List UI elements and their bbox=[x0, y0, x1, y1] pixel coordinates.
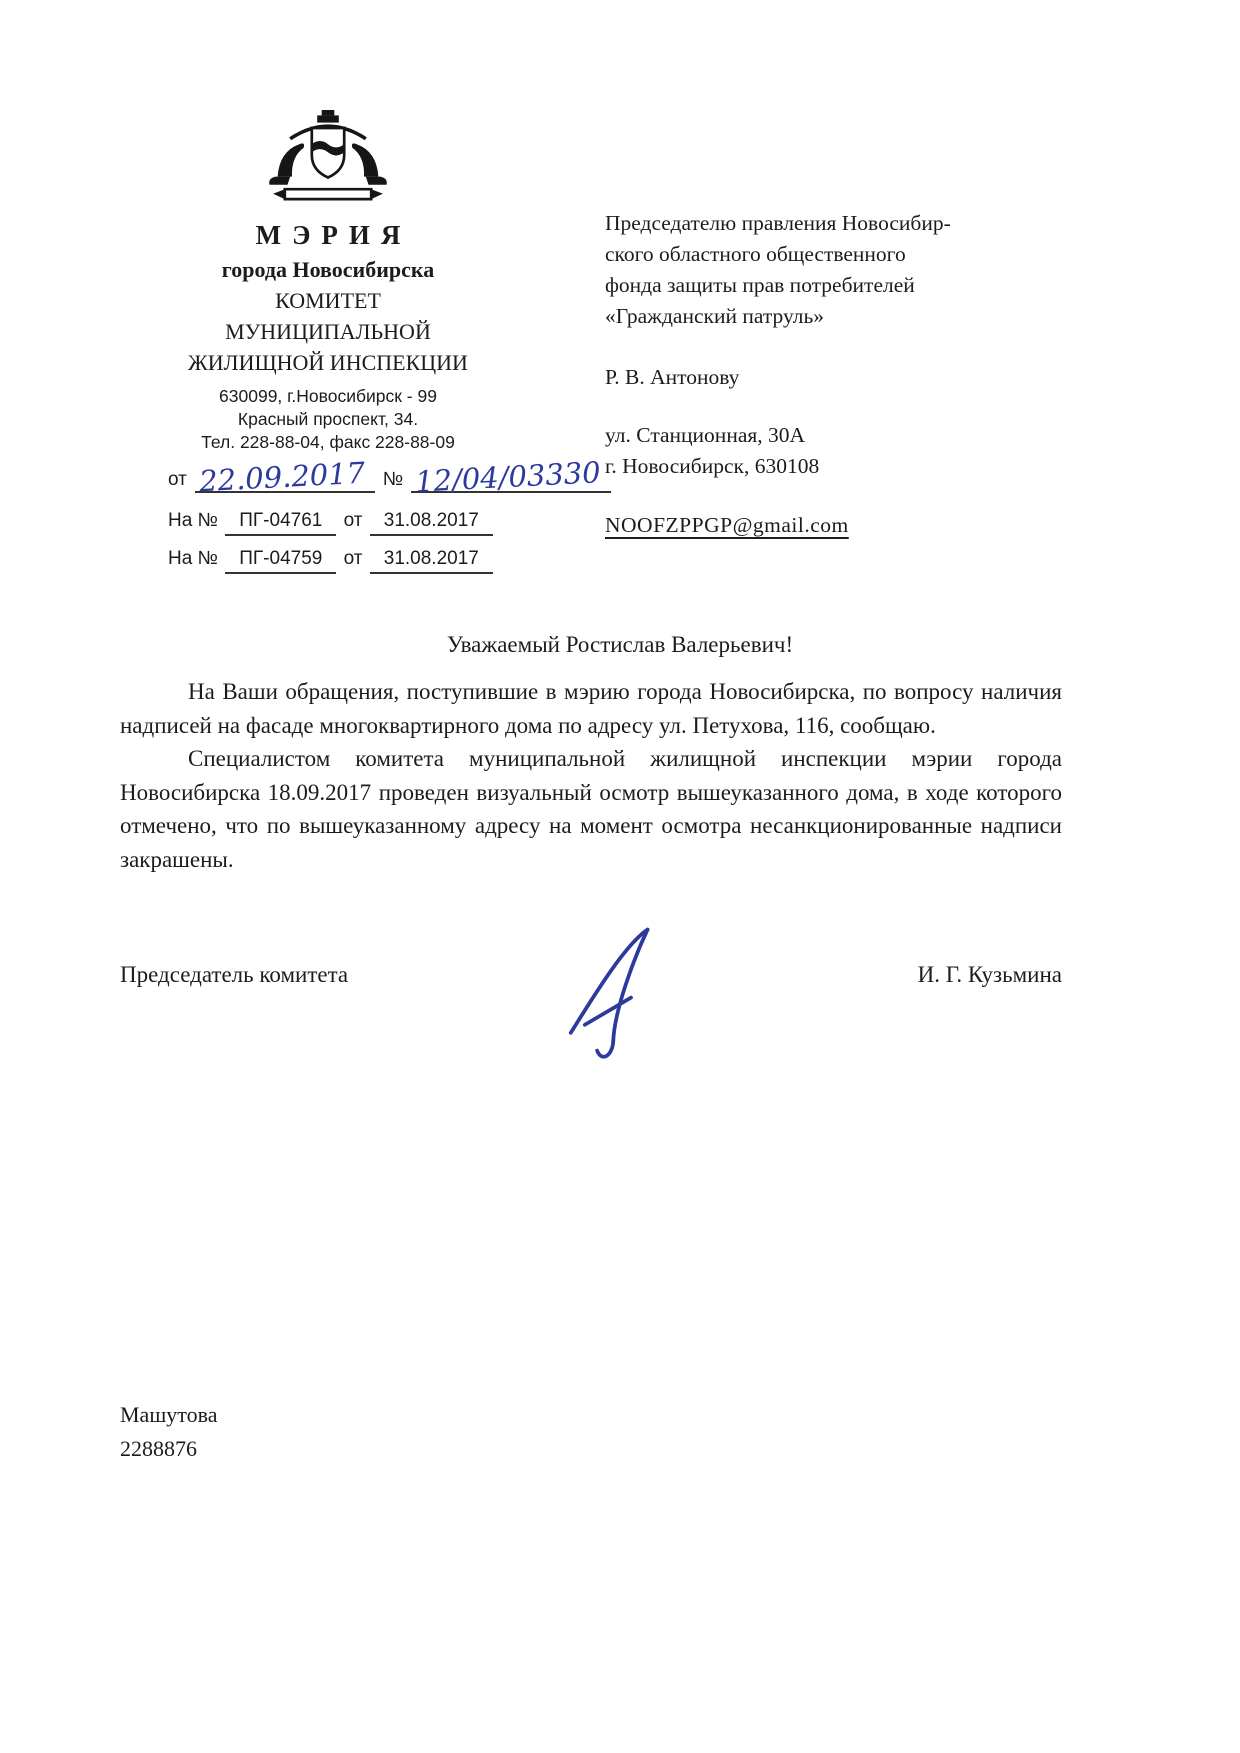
recipient-address-line1: ул. Станционная, 30А bbox=[605, 423, 806, 447]
org-address-line1: 630099, г.Новосибирск - 99 bbox=[219, 386, 437, 406]
letter-body bbox=[120, 675, 1062, 876]
ref1-number: ПГ-04761 bbox=[225, 510, 336, 536]
body-paragraph-2: Специалистом комитета муниципальной жилищной инспекции мэрии города Новосибирска 18.09.2017 проведен визуальный осмотр вышеуказанного дома, в ходе которого отмечено, что по вышеуказанному адресу на момент осмотра несанкционированные надписи закрашены. bbox=[120, 746, 1062, 872]
org-address-line3: Тел. 228-88-04, факс 228-88-09 bbox=[201, 432, 455, 452]
salutation: Уважаемый Ростислав Валерьевич! bbox=[446, 632, 794, 657]
recipient-title-line2: ского областного общественного bbox=[605, 242, 906, 266]
ref2-date: 31.08.2017 bbox=[370, 548, 493, 574]
org-name-line2: города Новосибирска bbox=[221, 257, 435, 282]
org-name-line5: ЖИЛИЩНОЙ ИНСПЕКЦИИ bbox=[188, 350, 468, 375]
org-header-block bbox=[118, 110, 538, 454]
recipient-address-line2: г. Новосибирск, 630108 bbox=[605, 454, 820, 478]
outgoing-number-line bbox=[168, 455, 619, 499]
reference-line-1 bbox=[168, 510, 495, 536]
outgoing-number-field bbox=[411, 455, 611, 499]
recipient-title-line3: фонда защиты прав потребителей bbox=[605, 273, 915, 297]
executor-name: Машутова bbox=[120, 1402, 218, 1427]
recipient-name: Р. В. Антонову bbox=[605, 365, 740, 389]
org-name-line4: МУНИЦИПАЛЬНОЙ bbox=[225, 319, 431, 344]
executor-phone: 2288876 bbox=[120, 1436, 197, 1461]
ref1-from-label: от bbox=[343, 510, 363, 531]
ref2-label: На № bbox=[168, 548, 218, 569]
ref1-label: На № bbox=[168, 510, 218, 531]
signature-icon bbox=[558, 918, 688, 1068]
org-name-line1: МЭРИЯ bbox=[255, 220, 412, 250]
recipient-email: NOOFZPPGP@gmail.com bbox=[605, 513, 849, 537]
ref2-from-label: от bbox=[343, 548, 363, 569]
executor-block bbox=[120, 1398, 217, 1466]
city-emblem-icon bbox=[265, 110, 391, 209]
signatory-title: Председатель комитета bbox=[120, 962, 349, 987]
outgoing-from-label: от bbox=[168, 469, 187, 490]
recipient-title-line1: Председателю правления Новосибир- bbox=[605, 211, 951, 235]
reference-line-2 bbox=[168, 548, 495, 574]
recipient-block bbox=[605, 208, 1095, 541]
signatory-name: И. Г. Кузьмина bbox=[917, 962, 1062, 987]
outgoing-date-field bbox=[195, 455, 375, 499]
outgoing-number-sign: № bbox=[382, 469, 404, 490]
org-address-line2: Красный проспект, 34. bbox=[237, 409, 419, 429]
outgoing-date-handwritten: 22.09.2017 bbox=[198, 455, 366, 499]
ref1-date: 31.08.2017 bbox=[370, 510, 493, 536]
org-name-line3: КОМИТЕТ bbox=[275, 288, 381, 313]
recipient-title-line4: «Гражданский патруль» bbox=[605, 304, 825, 328]
ref2-number: ПГ-04759 bbox=[225, 548, 336, 574]
body-paragraph-1: На Ваши обращения, поступившие в мэрию города Новосибирска, по вопросу наличия надписей на фасаде многоквартирного дома по адресу ул. Петухова, 116, сообщаю. bbox=[120, 679, 1062, 738]
outgoing-number-handwritten: 12/04/03330 bbox=[414, 455, 602, 499]
